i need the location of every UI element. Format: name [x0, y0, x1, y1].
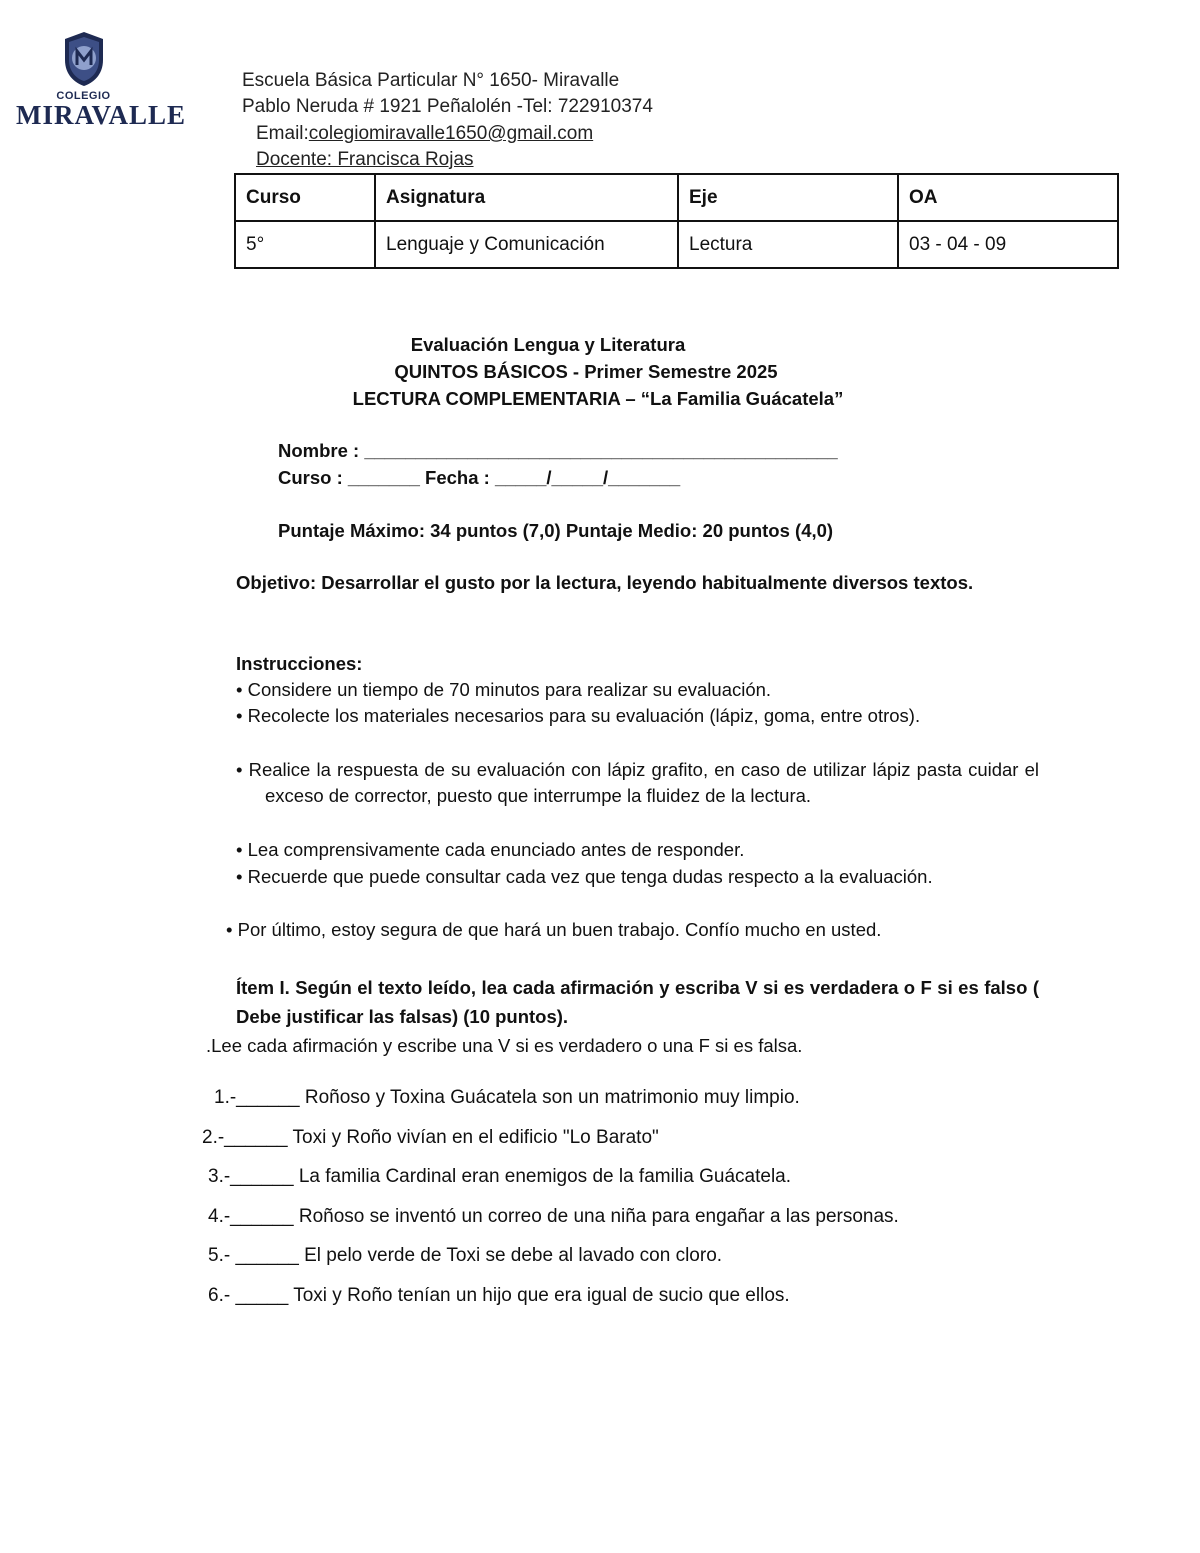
email-link[interactable]: colegiomiravalle1650@gmail.com	[308, 123, 594, 144]
exam-title: Evaluación Lengua y Literatura	[410, 334, 686, 355]
table-header-cell: OA	[898, 174, 1118, 221]
instruction-item: • Recolecte los materiales necesarios para su evaluación (lápiz, goma, entre otros).	[236, 705, 921, 726]
table-cell: 5°	[235, 221, 375, 268]
statement-item: 3.-______ La familia Cardinal eran enemigos de la familia Guácatela.	[208, 1166, 792, 1187]
exam-level: QUINTOS BÁSICOS - Primer Semestre 2025	[394, 361, 778, 382]
table-header-cell: Asignatura	[375, 174, 678, 221]
logo-miravalle-text: MIRAVALLE	[16, 100, 187, 130]
teacher-name: Docente: Francisca Rojas	[256, 149, 474, 170]
item1-subtitle: .Lee cada afirmación y escribe una V si es verdadero o una F si es falsa.	[206, 1035, 803, 1056]
statement-item: 6.- _____ Toxi y Roño tenían un hijo que era igual de sucio que ellos.	[208, 1285, 790, 1306]
score-info: Puntaje Máximo: 34 puntos (7,0) Puntaje Medio: 20 puntos (4,0)	[278, 520, 834, 541]
school-email-row	[256, 121, 593, 147]
instruction-item: • Realice la respuesta de su evaluación con lápiz grafito, en caso de utilizar lápiz pasta cuidar el exceso de corrector, puesto que interrumpe la fluidez de la lectura.	[236, 759, 1039, 806]
table-header-cell: Curso	[235, 174, 375, 221]
item1-title: Ítem I. Según el texto leído, lea cada afirmación y escriba V si es verdadera o F si es falso ( Debe justificar las falsas) (10 puntos).	[236, 977, 1039, 1027]
statement-item: 5.- ______ El pelo verde de Toxi se debe al lavado con cloro.	[208, 1245, 723, 1266]
course-info-table	[234, 173, 1119, 269]
table-cell: 03 - 04 - 09	[898, 221, 1118, 268]
school-address: Pablo Neruda # 1921 Peñalolén -Tel: 722910374	[242, 96, 653, 117]
exam-reading: LECTURA COMPLEMENTARIA – “La Familia Guácatela”	[352, 388, 844, 409]
objective: Objetivo: Desarrollar el gusto por la lectura, leyendo habitualmente diversos textos.	[236, 572, 974, 593]
course-date-field[interactable]: Curso : _______ Fecha : _____/_____/_______	[278, 467, 681, 488]
instruction-item: • Por último, estoy segura de que hará un buen trabajo. Confío mucho en usted.	[226, 919, 882, 940]
name-field[interactable]: Nombre : ______________________________________________	[278, 440, 838, 461]
statement-item: 1.-______ Roñoso y Toxina Guácatela son un matrimonio muy limpio.	[214, 1087, 800, 1108]
school-name: Escuela Básica Particular N° 1650- Miravalle	[242, 70, 620, 91]
school-logo	[16, 30, 187, 140]
logo-colegio-text: COLEGIO	[56, 90, 111, 102]
table-header-cell: Eje	[678, 174, 898, 221]
instructions-title: Instrucciones:	[236, 653, 363, 674]
instruction-item: • Lea comprensivamente cada enunciado antes de responder.	[236, 839, 745, 860]
table-cell: Lenguaje y Comunicación	[375, 221, 678, 268]
statement-item: 2.-______ Toxi y Roño vivían en el edificio "Lo Barato"	[202, 1127, 659, 1148]
table-row	[235, 221, 1118, 268]
email-label: Email:	[256, 123, 309, 144]
table-header-row	[235, 174, 1118, 221]
table-cell: Lectura	[678, 221, 898, 268]
statement-item: 4.-______ Roñoso se inventó un correo de una niña para engañar a las personas.	[208, 1206, 899, 1227]
instruction-item: • Considere un tiempo de 70 minutos para realizar su evaluación.	[236, 679, 772, 700]
instruction-item: • Recuerde que puede consultar cada vez que tenga dudas respecto a la evaluación.	[236, 866, 933, 887]
shield-icon	[62, 30, 106, 88]
